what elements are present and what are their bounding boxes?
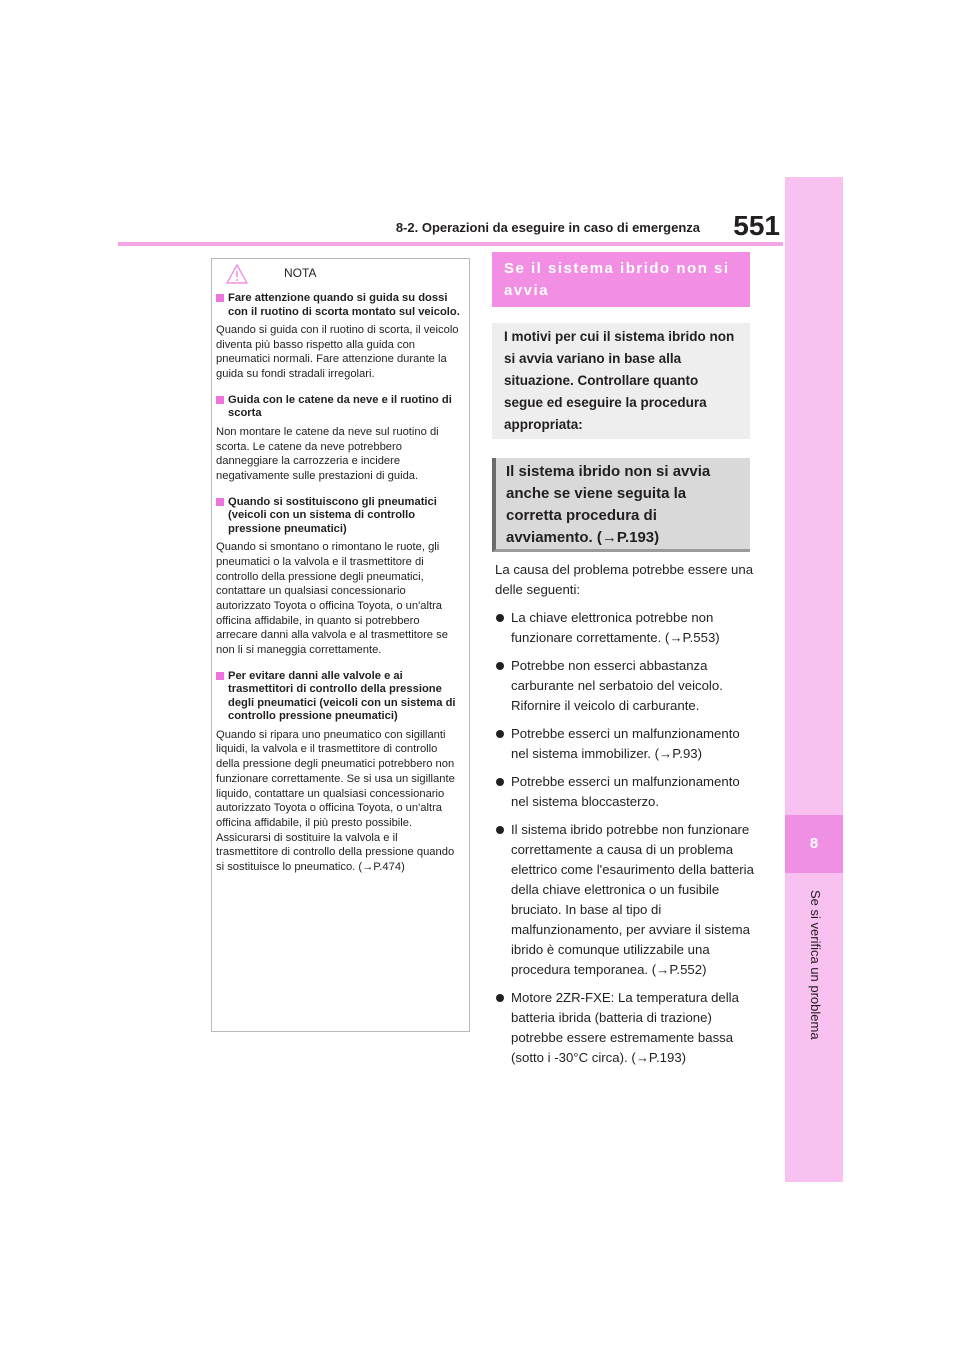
- chapter-number-tab: [785, 815, 843, 873]
- list-item: Il sistema ibrido potrebbe non funzionare correttamente a causa di un problema elettrico come l'esaurimento della batteria della chiave elettronica o un fusibile bruciato. In base al tipo di malfunzionamento, per avviare il sistema ibrido è comunque utilizzabile una procedura temporanea. (→P.552): [495, 820, 755, 980]
- header-rule: [118, 242, 783, 246]
- square-bullet-icon: [216, 396, 224, 404]
- lead-paragraph: La causa del problema potrebbe essere una delle seguenti:: [495, 562, 754, 597]
- nota-content: [216, 292, 462, 887]
- nota-header: [226, 260, 456, 290]
- square-bullet-icon: [216, 672, 224, 680]
- nota-item-title: Per evitare danni alle valvole e ai trasmettitori di controllo della pressione degli pneumatici (veicoli con un sistema di controllo pressione pneumatici): [216, 670, 462, 724]
- list-item: Potrebbe esserci un malfunzionamento nel sistema bloccasterzo.: [495, 772, 755, 812]
- nota-label: NOTA: [284, 266, 317, 280]
- nota-item: [216, 496, 462, 658]
- intro-box: I motivi per cui il sistema ibrido non si avvia variano in base alla situazione. Controllare quanto segue ed eseguire la procedura appropriata:: [492, 323, 750, 439]
- square-bullet-icon: [216, 498, 224, 506]
- nota-item: [216, 670, 462, 875]
- nota-item-text: Non montare le catene da neve sul ruotino di scorta. Le catene da neve potrebbero danneggiare la carrozzeria e incidere negativamente sulle prestazioni di guida.: [216, 425, 439, 482]
- nota-item-text: Quando si guida con il ruotino di scorta, il veicolo diventa più basso rispetto alla guida con pneumatici normali. Fare attenzione durante la guida su fondi stradali irregolari.: [216, 324, 459, 381]
- chapter-number: 8: [809, 835, 819, 852]
- chapter-label: Se si verifica un problema: [808, 890, 823, 1040]
- nota-item-title: Quando si sostituiscono gli pneumatici (veicoli con un sistema di controllo pressione pneumatici): [216, 496, 462, 537]
- section-heading: Se il sistema ibrido non si avvia: [492, 252, 750, 307]
- nota-item-text: Quando si ripara uno pneumatico con sigillanti liquidi, la valvola e il trasmettitore di controllo della pressione degli pneumatici potrebbero non funzionare correttamente. Se si usa un sigillante liquido, contattare un qualsiasi concessionario autorizzato Toyota o officina Toyota, o un'altra officina affidabile, il più presto possibile. Assicurarsi di sostituire la valvola e il trasmettitore di controllo della pressione quando si sostituisce lo pneumatico. (→P.474): [216, 728, 455, 874]
- list-item: Motore 2ZR-FXE: La temperatura della batteria ibrida (batteria di trazione) potrebbe essere estremamente bassa (sotto i -30°C circa). (→P.193): [495, 988, 755, 1068]
- subsection-heading: Il sistema ibrido non si avvia anche se viene seguita la corretta procedura di avviamento. (→P.193): [492, 458, 750, 552]
- chapter-label-container: [765, 880, 865, 1050]
- list-item: Potrebbe non esserci abbastanza carburante nel serbatoio del veicolo. Rifornire il veicolo di carburante.: [495, 656, 755, 716]
- nota-item: [216, 394, 462, 484]
- list-item: La chiave elettronica potrebbe non funzionare correttamente. (→P.553): [495, 608, 755, 648]
- page-number: 551: [733, 210, 780, 241]
- nota-item-text: Quando si smontano o rimontano le ruote, gli pneumatici o la valvola e il trasmettitore di controllo della pressione degli pneumatici, contattare un qualsiasi concessionario autorizzato Toyota o officina Toyota, o un'altra officina affidabile, in quanto si potrebbero arrecare danni alla valvola e al trasmettitore se non li si maneggia correttamente.: [216, 541, 448, 657]
- nota-item-title: Guida con le catene da neve e il ruotino di scorta: [216, 394, 462, 421]
- nota-item-title: Fare attenzione quando si guida su dossi con il ruotino di scorta montato sul veicolo.: [216, 292, 462, 319]
- list-item: Potrebbe esserci un malfunzionamento nel sistema immobilizer. (→P.93): [495, 724, 755, 764]
- section-title: 8-2. Operazioni da eseguire in caso di emergenza: [395, 220, 700, 235]
- warning-icon: [226, 264, 248, 284]
- body-text: [495, 560, 755, 1076]
- square-bullet-icon: [216, 294, 224, 302]
- nota-item: [216, 292, 462, 382]
